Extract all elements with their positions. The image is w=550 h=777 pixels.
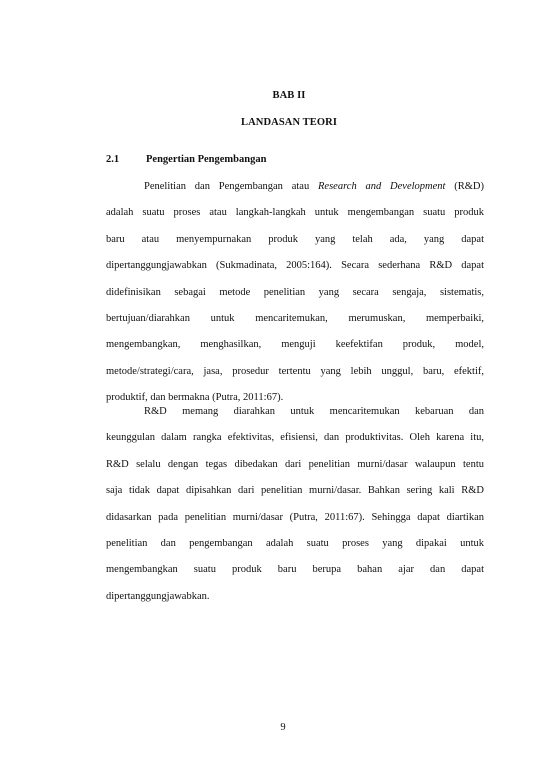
paragraph-line: metode/strategi/cara, jasa, prosedur tertentu yang lebih unggul, baru, efektif, — [106, 365, 484, 377]
page-number: 9 — [280, 722, 286, 733]
paragraph-line: adalah suatu proses atau langkah-langkah untuk mengembangan suatu produk — [106, 207, 484, 219]
paragraph-line: produktif, dan bermakna (Putra, 2011:67). — [106, 392, 284, 404]
paragraph-line: R&D selalu dengan tegas dibedakan dari penelitian murni/dasar walaupun tentu — [106, 458, 484, 470]
paragraph-line: mengembangkan, menghasilkan, menguji keefektifan produk, model, — [106, 339, 484, 351]
section-title: Pengertian Pengembangan — [146, 154, 267, 165]
paragraph-line — [106, 180, 484, 206]
paragraph-line: mengembangkan suatu produk baru berupa bahan ajar dan dapat — [106, 564, 484, 576]
line-text: (R&D) — [445, 181, 485, 192]
paragraph-line: keunggulan dalam rangka efektivitas, efisiensi, dan produktivitas. Oleh karena itu, — [106, 432, 484, 444]
emphasis-text: Research and Development — [318, 181, 446, 192]
paragraph-line: bertujuan/diarahkan untuk mencaritemukan, merumuskan, memperbaiki, — [106, 312, 484, 324]
paragraph-line: didefinisikan sebagai metode penelitian yang secara sengaja, sistematis, — [106, 286, 484, 298]
paragraph-line: dipertanggungjawabkan (Sukmadinata, 2005:164). Secara sederhana R&D dapat — [106, 260, 484, 272]
section-heading — [106, 154, 266, 165]
paragraph-2 — [106, 405, 484, 616]
paragraph-line: R&D memang diarahkan untuk mencaritemukan kebaruan dan — [144, 406, 484, 417]
paragraph-line: baru atau menyempurnakan produk yang telah ada, yang dapat — [106, 233, 484, 245]
paragraph-line: didasarkan pada penelitian murni/dasar (Putra, 2011:67). Sehingga dapat diartikan — [106, 511, 484, 523]
chapter-number: BAB II — [272, 90, 306, 101]
chapter-title: LANDASAN TEORI — [240, 117, 338, 128]
paragraph-line: dipertanggungjawabkan. — [106, 590, 210, 602]
section-number: 2.1 — [106, 154, 120, 165]
paragraph-line: saja tidak dapat dipisahkan dari penelitian murni/dasar. Bahkan sering kali R&D — [106, 485, 484, 497]
line-text: Penelitian dan Pengembangan atau — [144, 181, 319, 192]
paragraph-1 — [106, 180, 484, 418]
paragraph-line: penelitian dan pengembangan adalah suatu proses yang dipakai untuk — [106, 537, 484, 549]
